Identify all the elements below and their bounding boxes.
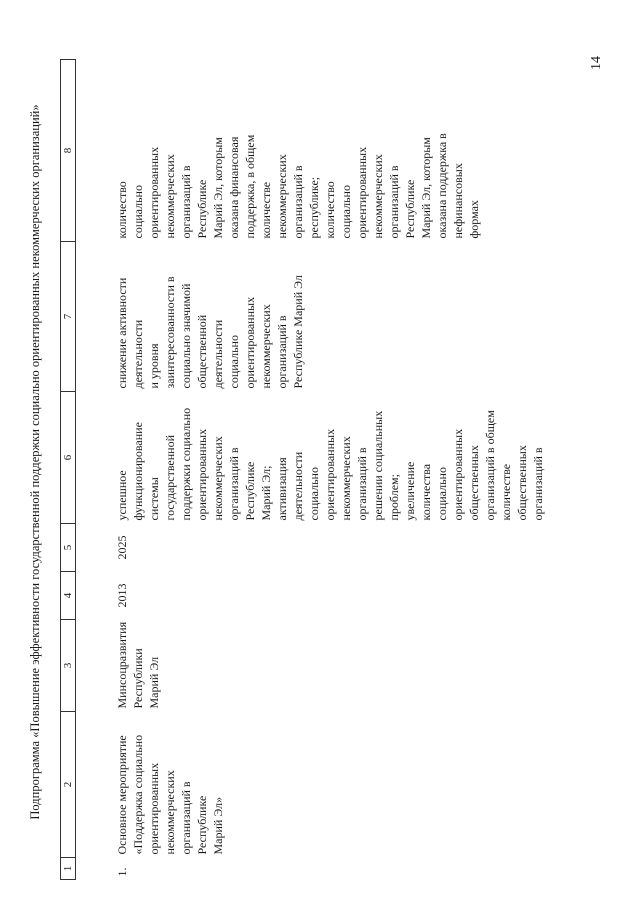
measure-name: Основное мероприятие «Поддержка социально ориентированных некоммерческих организаций в Республике Марий Эл»	[115, 734, 225, 855]
subprogram-title: Подпрограмма «Повышение эффективности государственной поддержки социально ориентированных некоммерческих организаций»	[28, 104, 42, 820]
header-cell: 4	[61, 572, 76, 620]
header-cell: 6	[61, 392, 76, 524]
executor: Минсоцразвития Республики Марий Эл	[115, 621, 161, 709]
row-number: 1.	[115, 867, 129, 877]
start-year: 2013	[115, 583, 129, 608]
measures-table	[60, 59, 546, 880]
header-cell: 7	[61, 242, 76, 392]
page-number: 14	[589, 56, 604, 70]
related-indicator: количество социально ориентированных некоммерческих организаций в Республике Марий Эл, которым оказана финансовая поддержка, в общем количестве некоммерческих организаций в республике; количество социально ориентированных некоммерческих организаций в Республике Марий Эл, которым оказана поддержка в нефинансовых формах	[115, 133, 481, 239]
header-cell: 3	[61, 620, 76, 712]
non-implementation-consequence: снижение активности деятельности и уровня заинтересованности в социально значимой общественной деятельности социально ориентированных некоммерческих организаций в Республике Марий Эл	[115, 275, 305, 389]
header-row	[61, 60, 76, 880]
expected-result: успешное функционирование системы государственной поддержки социально ориентированных некоммерческих организаций в Республике Марий Эл; активизация деятельности социально ориентированных некоммерческих организаций в решении социальных проблем; увеличение количества социально ориентированных общественных организаций в общем количестве общественных организаций в	[115, 407, 545, 521]
table-row	[76, 60, 115, 880]
header-cell: 1	[61, 858, 76, 880]
table-row	[114, 60, 546, 880]
header-cell: 5	[61, 524, 76, 572]
header-cell: 8	[61, 60, 76, 242]
landscape-sheet	[28, 60, 620, 880]
end-year: 2025	[115, 535, 129, 560]
header-cell: 2	[61, 712, 76, 858]
